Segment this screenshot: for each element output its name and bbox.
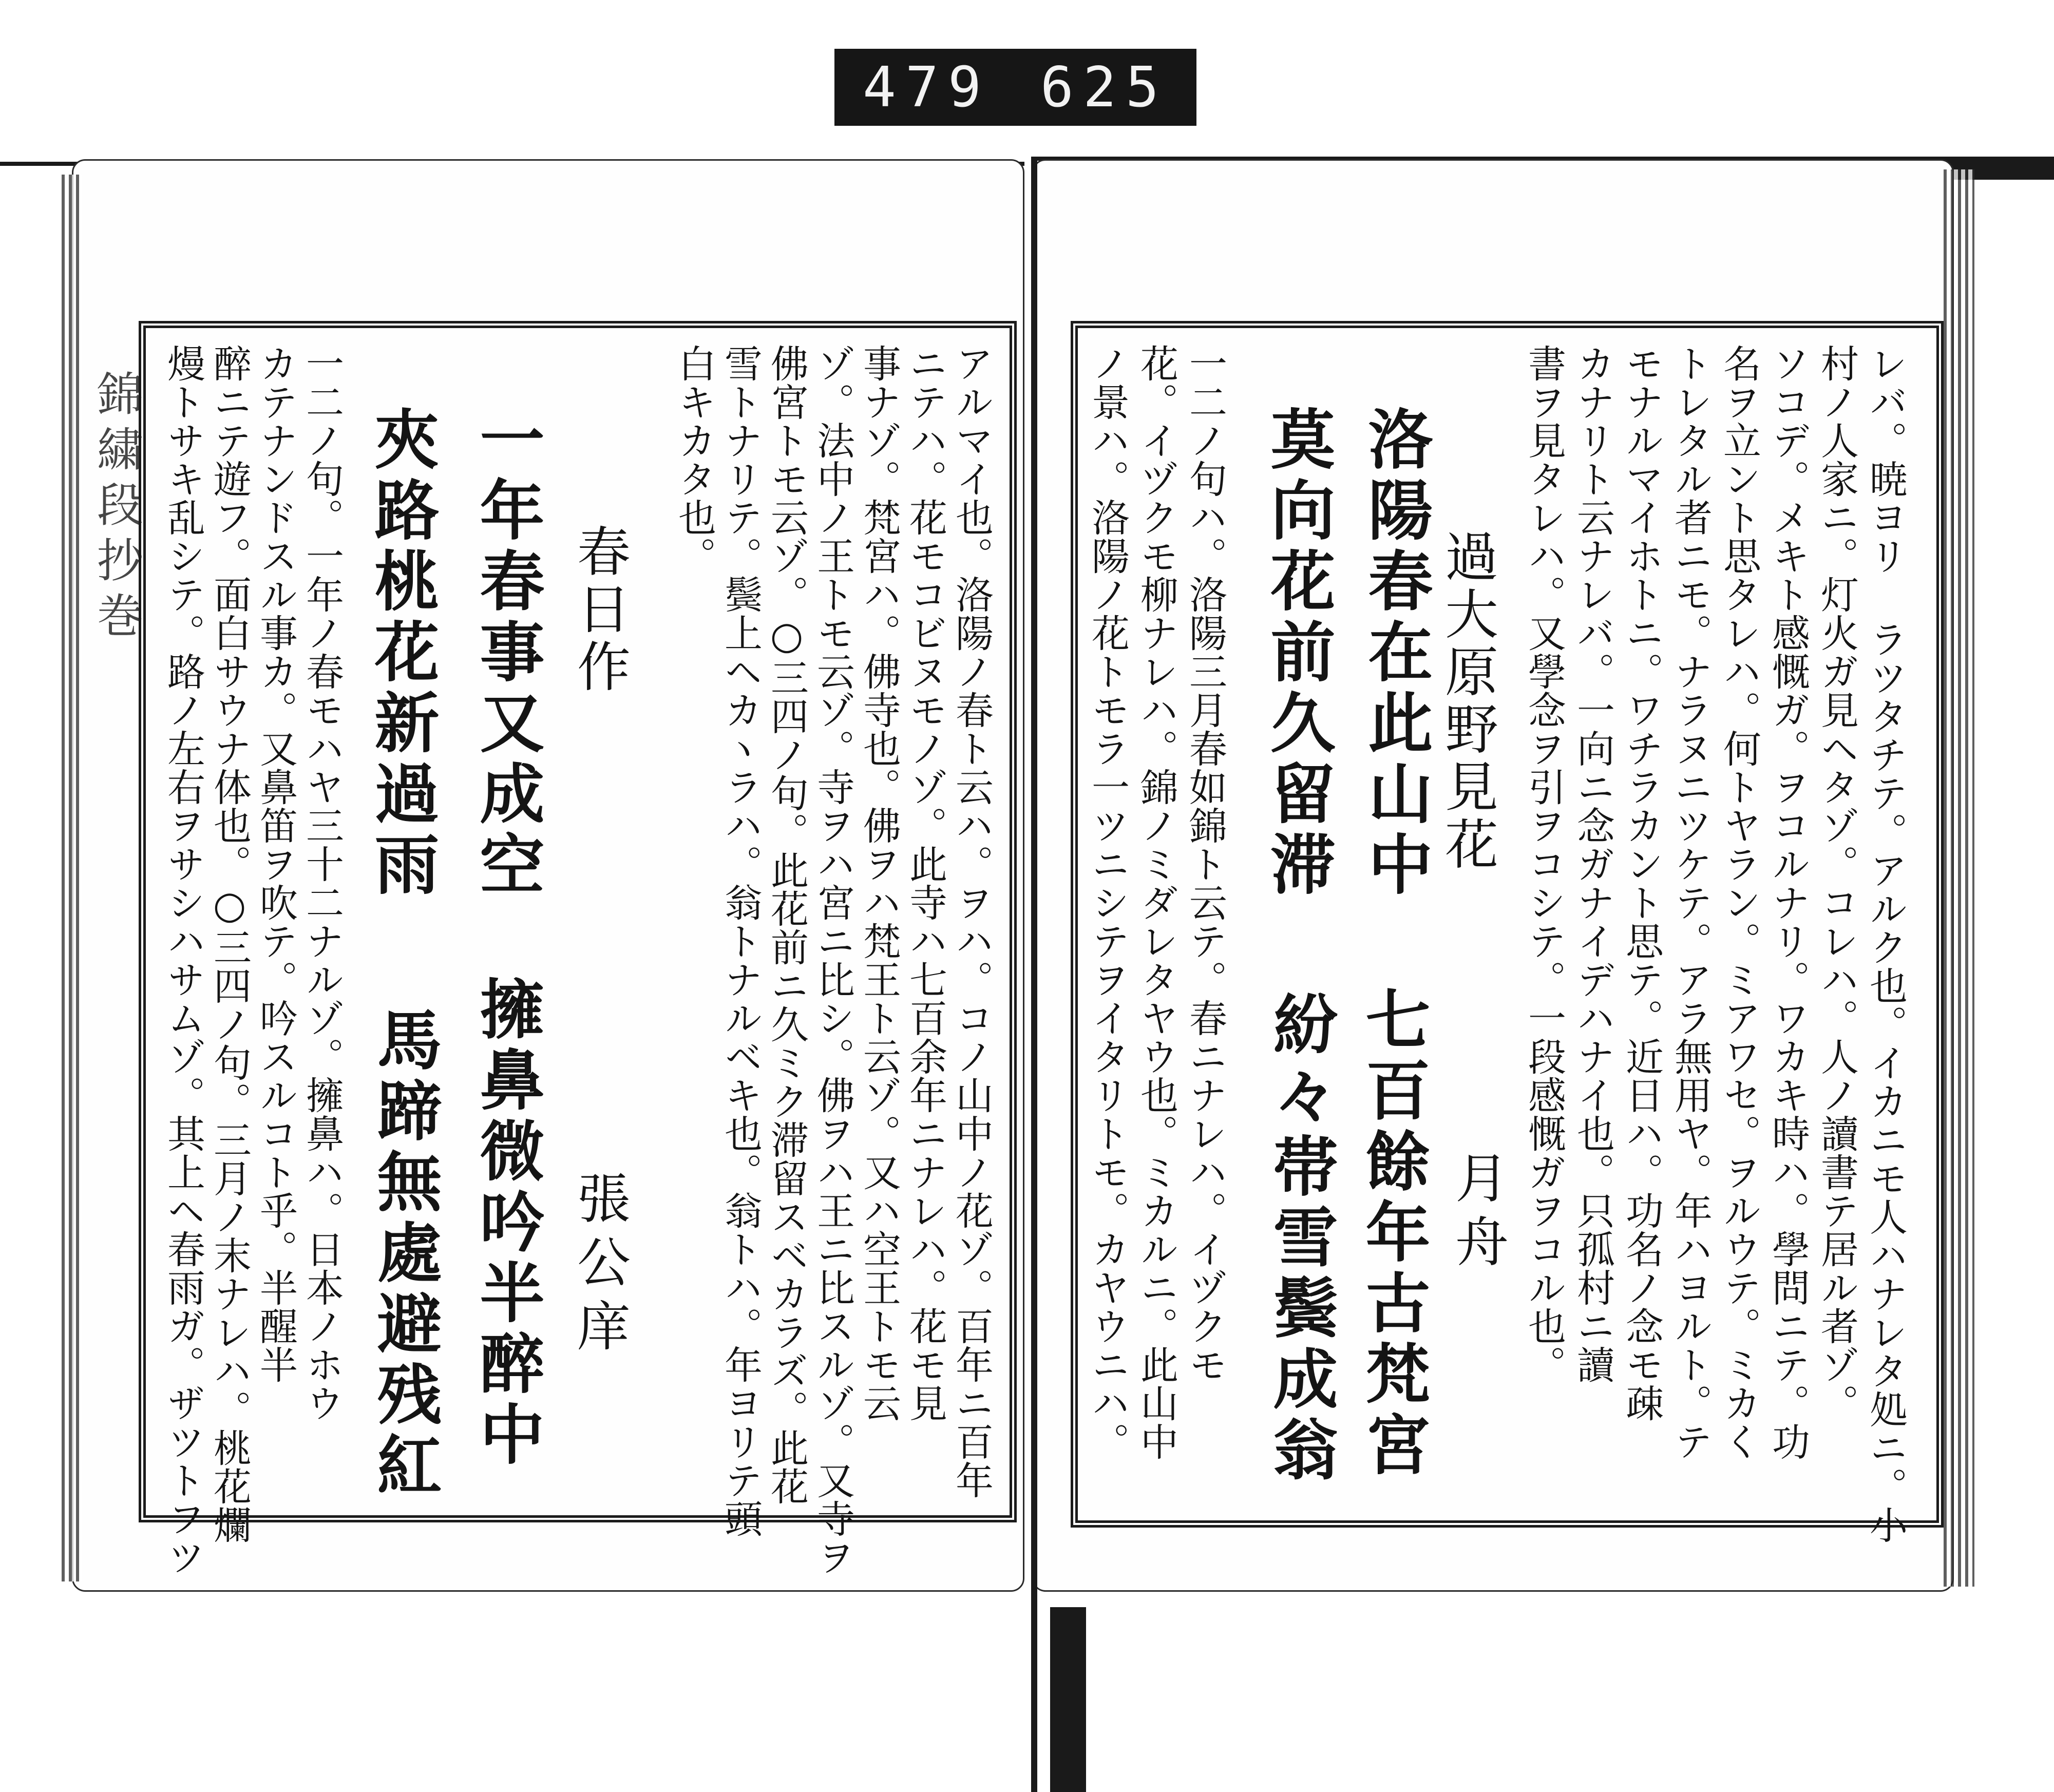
right-poem-line-3: 七百餘年古梵宮: [1355, 986, 1431, 1482]
right-poem-line-4: 紛々帯雪鬓成翁: [1263, 991, 1339, 1487]
right-commentary-col-8: 書ヲ見タレハ。又學念ヲ引ヲコシテ。一段感慨ガヲコル也。: [1522, 344, 1566, 1384]
right-commentary2-col-2: 花。イヅクモ柳ナレハ。錦ノミダレタヤウ也。ミカルニ。此山中: [1134, 344, 1178, 1461]
right-commentary-col-1: レバ。暁ヨリ ラツタチテ。アルク也。イカニモ人ハナレタ処ニ。小: [1863, 344, 1908, 1544]
right-commentary-col-5: トレタル者ニモ。ナラヌニツケテ。アラ無用ヤ。年ハヨルト。テ: [1668, 344, 1713, 1461]
margin-title: 錦繍段抄巻: [89, 370, 143, 647]
left-commentary-col-7: 白キカタ也。: [672, 344, 716, 575]
right-poem-line-2: 莫向花前久留滞: [1260, 406, 1336, 902]
left-poem-line-1: 一年春事又成空: [469, 406, 545, 902]
right-poem-line-1: 洛陽春在此山中: [1358, 406, 1434, 902]
left-poem-line-3: 擁鼻微吟半醉中: [469, 976, 545, 1472]
right-commentary2-col-1: 一二ノ句ハ。洛陽三月春如錦ト云テ。春ニナレハ。イヅクモ: [1183, 344, 1227, 1384]
spine-shadow: [1050, 1607, 1086, 1792]
right-commentary2-col-3: ノ景ハ。洛陽ノ花トモラ一ツニシテヲイタリトモ。カヤウニハ。: [1086, 344, 1130, 1461]
left-commentary2-col-2: カテナンドスル事カ。又鼻笛ヲ吹テ。吟スルコト乎。半醒半: [254, 344, 298, 1384]
right-commentary-col-3: ソコデ。メキト感慨ガ。ヲコルナリ。ワカキ時ハ。學問ニテ。功: [1766, 344, 1810, 1461]
right-page-edge: [1944, 169, 1974, 1587]
right-commentary-col-2: 村ノ人家ニ。灯火ガ見ヘタゾ。コレハ。人ノ讀書テ居ル者ゾ。: [1815, 344, 1859, 1422]
archive-number-right: 625: [1040, 55, 1168, 120]
left-poem-title: 春日作: [568, 524, 631, 696]
right-commentary-col-7: カナリト云ナレバ。一向ニ念ガナイデハナイ也。只孤村ニ讀: [1571, 344, 1615, 1384]
left-commentary-col-2: ニテハ。花モコビヌモノゾ。此寺ハ七百余年ニナレハ。花モ見: [903, 344, 947, 1422]
right-poem-title: 過大原野見花: [1436, 529, 1498, 874]
right-commentary-col-6: モナルマイホトニ。ワチラカント思テ。近日ハ。功名ノ念モ疎: [1620, 344, 1664, 1422]
archive-label: [834, 49, 1196, 126]
left-commentary2-col-3: 醉ニテ遊フ。面白サウナ体也。○三四ノ句。三月ノ末ナレハ。桃花爛: [207, 344, 252, 1544]
left-commentary-col-4: ゾ。法中ノ王トモ云ゾ。寺ヲハ宮ニ比シ。佛ヲハ王ニ比スルゾ。又寺ヲ: [811, 344, 855, 1576]
left-page-edge: [62, 175, 82, 1581]
right-commentary-col-4: 名ヲ立ント思タレハ。何トヤラン。ミアワセ。ヲルウテ。ミカく: [1717, 344, 1761, 1461]
left-commentary-col-6: 雪トナリテ。鬓上ヘカヽラハ。翁トナルベキ也。翁トハ。年ヨリテ頭: [718, 344, 763, 1538]
left-commentary2-col-1: 一二ノ句。一年ノ春モハヤ三十二ナルゾ。擁鼻ハ。日本ノホウ: [300, 344, 344, 1422]
left-poem-author: 張公庠: [568, 1171, 631, 1362]
left-poem-line-2: 夾路桃花新過雨: [364, 406, 440, 902]
left-poem-line-4: 馬蹄無處避残紅: [367, 1006, 443, 1502]
left-commentary-col-1: アルマイ也。洛陽ノ春ト云ハ。ヲハ。コノ山中ノ花ゾ。百年ニ百年: [949, 344, 994, 1499]
left-commentary2-col-4: 熳トサキ乱シテ。路ノ左右ヲサシハサムゾ。其上ヘ春雨ガ。ザツトフツ: [161, 344, 205, 1576]
book-spine: [1031, 157, 1037, 1792]
right-poem-author: 月舟: [1446, 1150, 1509, 1278]
archive-number-left: 479: [863, 55, 991, 120]
left-commentary-col-3: 事ナゾ。梵宮ハ。佛寺也。佛ヲハ梵王ト云ゾ。又ハ空王トモ云: [857, 344, 901, 1422]
left-commentary-col-5: 佛宮トモ云ゾ。○三四ノ句。此花前ニ久ミク滞留スベカラズ。此花: [765, 344, 809, 1505]
